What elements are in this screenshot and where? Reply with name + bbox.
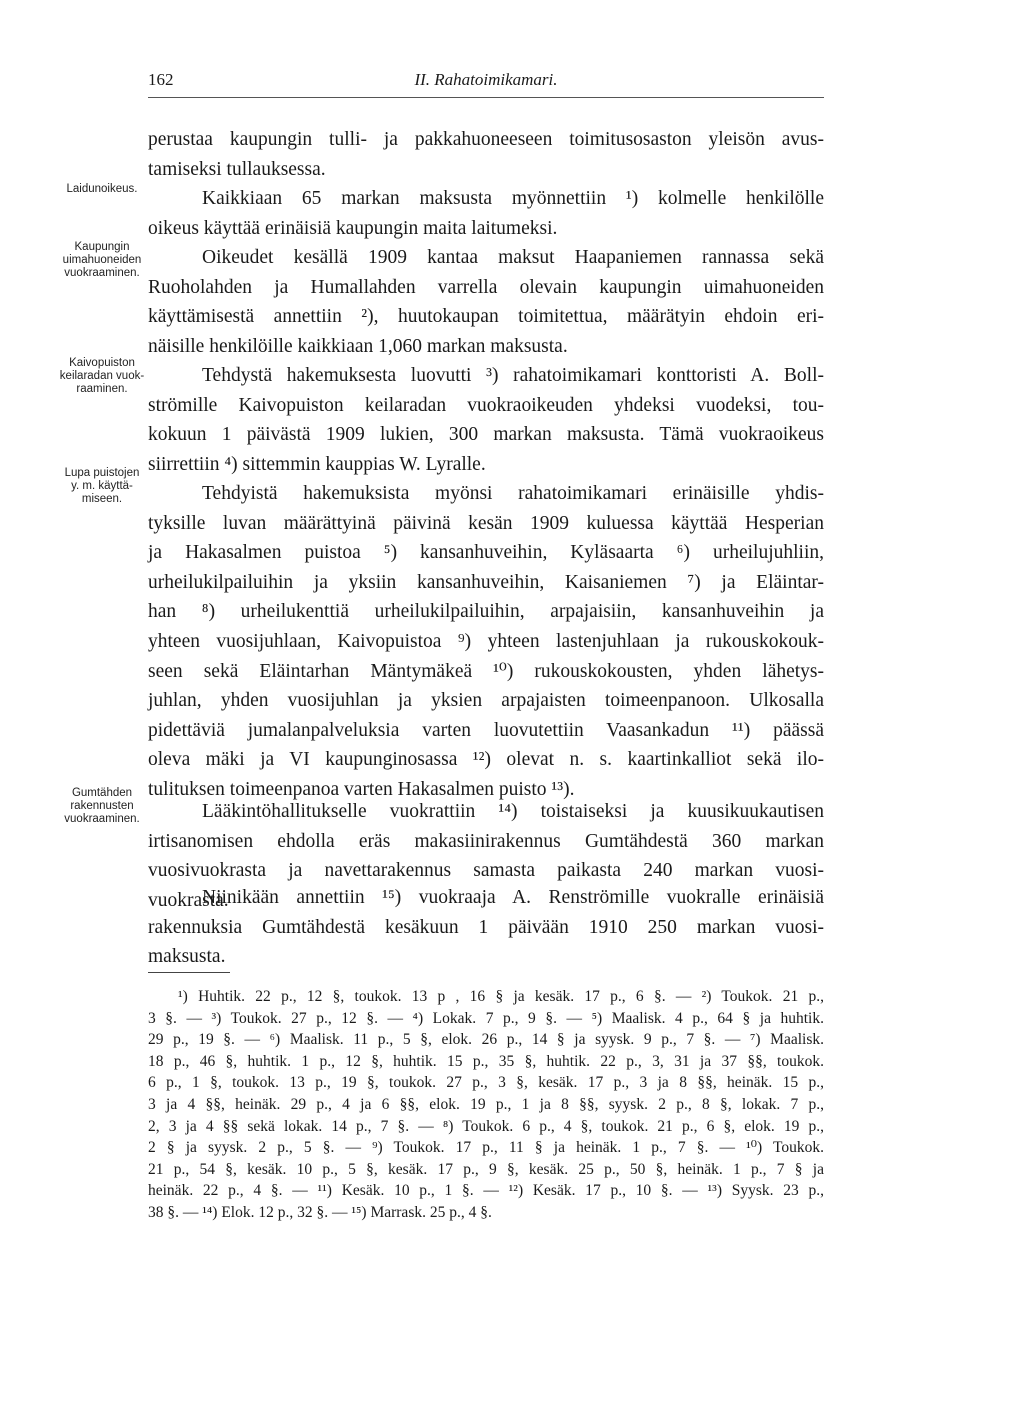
margin-note-line: vuokraaminen. [64,267,140,279]
text-line: Oikeudet kesällä 1909 kantaa maksut Haapaniemen rannassa sekä [202,247,824,268]
running-title: II. Rahatoimikamari. [414,70,558,89]
footnote-line: 21 p., 54 §, kesäk. 10 p., 5 §, kesäk. 17 p., 9 §, kesäk. 25 p., 50 §, heinäk. 1 p., 7 § ja [148,1160,824,1178]
text-line: oikeus käyttää erinäisiä kaupungin maita laitumeksi. [148,217,558,239]
margin-note-line: Kaivopuiston [69,357,135,369]
page-header [148,70,824,96]
footnote-line: 6 p., 1 §, toukok. 13 p., 19 §, toukok. 27 p., 3 §, kesäk. 17 p., 3 ja 8 §§, heinäk. 15 p., [148,1074,824,1092]
margin-note-uimahuoneiden [56,241,148,280]
margin-note-laidunoikeus [56,183,148,196]
text-line: vuokrasta. [148,889,229,911]
paragraph-2 [148,184,824,243]
footnote-line: 3 §. — ³) Toukok. 27 p., 12 §. — ⁴) Lokak. 7 p., 9 §. — ⁵) Maalisk. 4 p., 64 § ja huhtik. [148,1009,824,1027]
footnotes [148,986,824,1224]
margin-note-line: Lupa puistojen [64,467,140,479]
text-line: juhlan, yhden vuosijuhlan ja yksien arpajaisten toimeenpanoon. Ulkosalla [148,690,824,712]
text-line: irtisanomisen ehdolla eräs makasiinirakennus Gumtähdestä 360 markan [148,830,824,852]
paragraph-5 [148,479,824,805]
text-line: Kaikkiaan 65 markan maksusta myönnettiin ¹) kolmelle henkilölle [202,188,824,209]
header-rule [148,97,824,98]
footnote-line: 2, 3 ja 4 §§ sekä lokak. 14 p., 7 §. — ⁸) Toukok. 6 p., 4 §, toukok. 21 p., 6 §, elok. 19 p., [148,1117,824,1135]
text-line: Tehdystä hakemuksesta luovutti ³) rahatoimikamari konttoristi A. Boll- [202,365,824,386]
margin-note-line: vuokraaminen. [64,813,140,825]
text-line: Tehdyistä hakemuksista myönsi rahatoimikamari erinäisille yhdis- [202,483,824,504]
margin-note-line: y. m. käyttä- [71,480,133,492]
margin-note-line: Kaupungin [74,241,130,253]
text-line: Lääkintöhallitukselle vuokrattiin ¹⁴) toistaiseksi ja kuusikuukautisen [202,801,824,822]
footnote-line: heinäk. 22 p., 4 §. — ¹¹) Kesäk. 10 p., 1 §. — ¹²) Kesäk. 17 p., 10 §. — ¹³) Syysk. 23 p., [148,1182,824,1200]
text-line: tulituksen toimeenpanoa varten Hakasalmen puisto ¹³). [148,778,575,800]
text-line: käyttämisestä annettiin ²), huutokaupan toimitettua, määrätyin ehdoin eri- [148,306,824,328]
text-line: strömille Kaivopuiston keilaradan vuokraoikeuden yhdeksi vuodeksi, tou- [148,394,824,416]
text-line: tamiseksi tullauksessa. [148,158,326,180]
margin-note-line: miseen. [81,493,123,505]
text-line: pidettäviä jumalanpalveluksia varten luovutettiin Vaasankadun ¹¹) päässä [148,719,824,741]
page-number: 162 [148,70,174,89]
text-line: han ⁸) urheilukenttiä urheilukilpailuihin, arpajaisiin, kansanhuveihin ja [148,601,824,623]
text-line: perustaa kaupungin tulli- ja pakkahuoneeseen toimitusosaston yleisön avus- [148,129,824,150]
paragraph-4 [148,361,824,479]
text-line: Niinikään annettiin ¹⁵) vuokraaja A. Renströmille vuokralle erinäisiä [202,887,824,908]
margin-note-line: Laidunoikeus. [66,183,138,195]
text-line: rakennuksia Gumtähdestä kesäkuun 1 päivään 1910 250 markan vuosi- [148,916,824,938]
text-line: tyksille luvan määrättyinä päivinä kesän 1909 kuluessa käyttää Hesperian [148,512,824,534]
footnote-line: 2 § ja syysk. 2 p., 5 §. — ⁹) Toukok. 17 p., 11 § ja heinäk. 1 p., 7 §. — ¹⁰) Toukok. [148,1139,824,1157]
text-line: oleva mäki ja VI kaupunginosassa ¹²) olevat n. s. kaartinkalliot sekä ilo- [148,749,824,771]
margin-note-line: rakennusten [70,800,134,812]
margin-note-keilaradan [56,357,148,396]
margin-note-puistojen [56,467,148,506]
paragraph-3 [148,243,824,361]
margin-note-line: Gumtähden [71,787,133,799]
margin-note-gumtahden [56,787,148,826]
paragraph-1 [148,125,824,184]
text-line: urheilukilpailuihin ja yksiin kansanhuveihin, Kaisaniemen ⁷) ja Eläintar- [148,571,824,593]
text-line: vuosivuokrasta ja navettarakennus samasta paikasta 240 markan vuosi- [148,860,824,882]
text-line: maksusta. [148,946,226,968]
margin-note-line: keilaradan vuok- [59,370,145,382]
paragraph-7 [148,883,824,972]
text-line: yhteen vuosijuhlaan, Kaivopuistoa ⁹) yhteen lastenjuhlaan ja rukouskokouk- [148,630,824,652]
margin-note-line: uimahuoneiden [62,254,142,266]
text-line: näisille henkilöille kaikkiaan 1,060 markan maksusta. [148,335,568,357]
text-line: kokuun 1 päivästä 1909 lukien, 300 markan maksusta. Tämä vuokraoikeus [148,424,824,446]
footnote-line: 3 ja 4 §§, heinäk. 29 p., 4 ja 6 §§, elok. 19 p., 1 ja 8 §§, syysk. 2 p., 8 §, lokak. 7 p., [148,1095,824,1113]
text-line: ja Hakasalmen puistoa ⁵) kansanhuveihin, Kyläsaarta ⁶) urheilujuhliin, [148,542,824,564]
text-line: seen sekä Eläintarhan Mäntymäkeä ¹⁰) rukouskokousten, yhden lähetys- [148,660,824,682]
footnote-rule [148,972,230,973]
footnote-line: 38 §. — ¹⁴) Elok. 12 p., 32 §. — ¹⁵) Marrask. 25 p., 4 §. [148,1203,492,1221]
footnote-line: 29 p., 19 §. — ⁶) Maalisk. 11 p., 5 §, elok. 26 p., 14 § ja syysk. 9 p., 7 §. — ⁷) Maalisk. [148,1031,824,1049]
text-line: siirrettiin ⁴) sittemmin kauppias W. Lyralle. [148,453,486,475]
margin-note-line: raaminen. [76,383,128,395]
footnote-line: 18 p., 46 §, huhtik. 1 p., 12 §, huhtik. 15 p., 35 §, huhtik. 22 p., 3, 31 ja 37 §§, toukok. [148,1052,824,1070]
text-line: Ruoholahden ja Humallahden varrella olevain kaupungin uimahuoneiden [148,276,824,298]
footnote-line: ¹) Huhtik. 22 p., 12 §, toukok. 13 p , 16 § ja kesäk. 17 p., 6 §. — ²) Toukok. 21 p., [178,988,824,1005]
